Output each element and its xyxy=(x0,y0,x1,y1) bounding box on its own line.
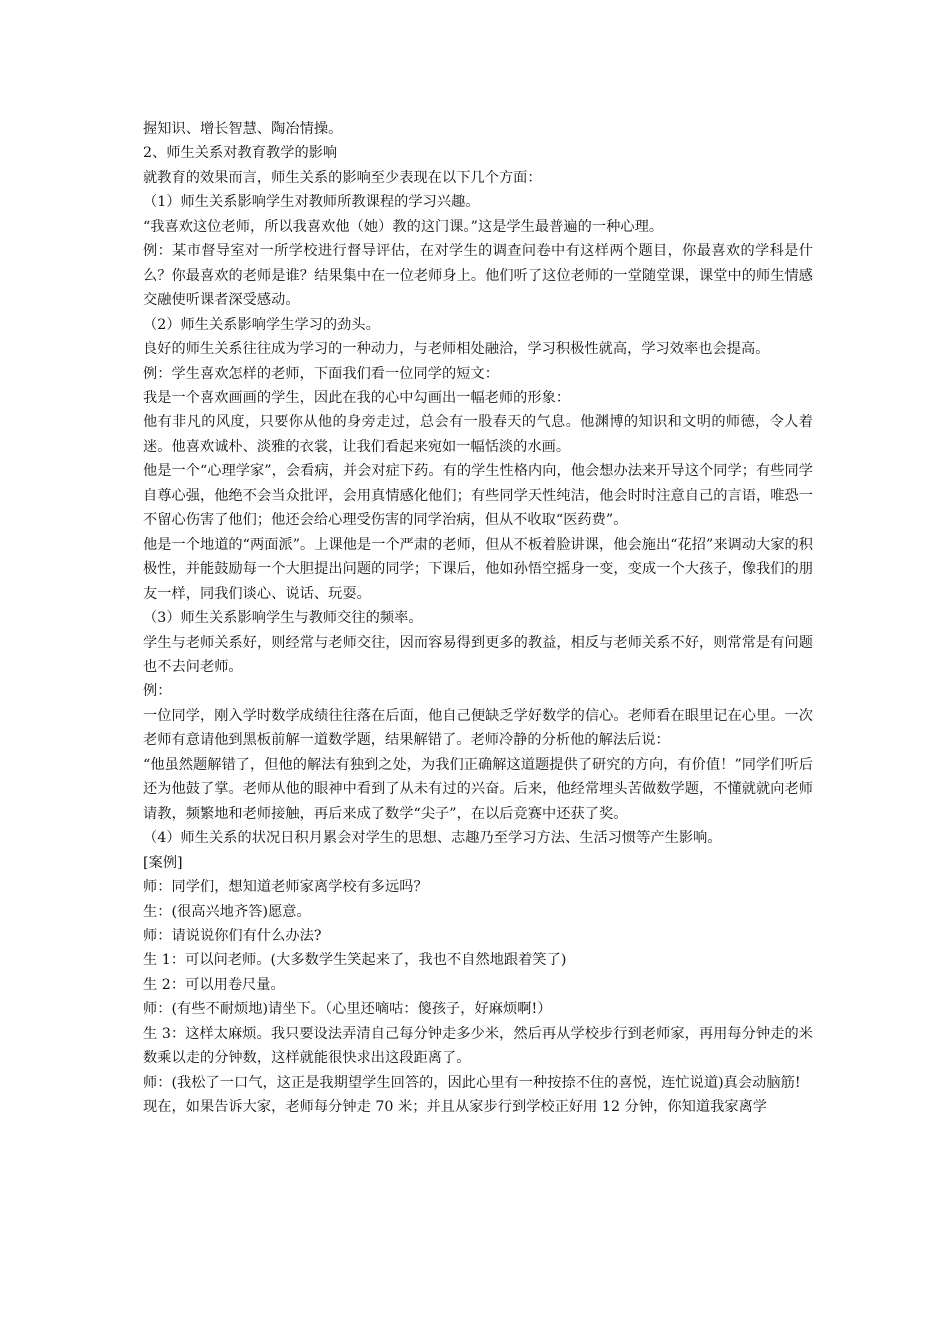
dialogue-line-2: 生：(很高兴地齐答)愿意。 xyxy=(143,903,311,920)
paragraph-18: “他虽然题解错了，但他的解法有独到之处，为我们正确解这道题提供了研究的方向，有价值！”同学们听后还为他鼓了掌。老师从他的眼神中看到了从未有过的兴奋。后来，他经常埋头苦做数学题，不懂就就向老师请教，频繁地和老师接触，再后来成了数学“尖子”，在以后竞赛中还获了奖。 xyxy=(143,756,813,822)
paragraph-17: 一位同学，刚入学时数学成绩往往落在后面，他自己便缺乏学好数学的信心。老师看在眼里记在心里。一次老师有意请他到黑板前解一道数学题，结果解错了。老师冷静的分析他的解法后说： xyxy=(143,707,813,749)
dialogue-line-7: 生 3：这样太麻烦。我只要设法弄清自己每分钟走多少米，然后再从学校步行到老师家，再用每分钟走的米数乘以走的分钟数，这样就能很快求出这段距离了。 xyxy=(143,1025,813,1067)
paragraph-11: 他有非凡的风度，只要你从他的身旁走过，总会有一股春天的气息。他渊博的知识和文明的师德，令人着迷。他喜欢诚朴、淡雅的衣裳，让我们看起来宛如一幅恬淡的水画。 xyxy=(143,414,813,455)
case-label: [案例] xyxy=(143,854,183,871)
dialogue-line-8: 师：(我松了一口气，这正是我期望学生回答的，因此心里有一种按捺不住的喜悦，连忙说道)真会动脑筋! xyxy=(143,1074,801,1091)
paragraph-10: 我是一个喜欢画画的学生，因此在我的心中勾画出一幅老师的形象： xyxy=(143,389,571,406)
dialogue-line-3: 师：请说说你们有什么办法? xyxy=(143,927,322,944)
subheading-2: （2）师生关系影响学生学习的劲头。 xyxy=(143,316,380,333)
subheading-4: （4）师生关系的状况日积月累会对学生的思想、志趣乃至学习方法、生活习惯等产生影响。 xyxy=(143,830,722,847)
paragraph-13: 他是一个地道的“两面派”。上课他是一个严肃的老师，但从不板着脸讲课，他会施出“花招”来调动大家的积极性，并能鼓励每一个大胆提出问题的同学；下课后，他如孙悟空摇身一变，变成一个大孩子，像我们的朋友一样，同我们谈心、说话、玩耍。 xyxy=(143,536,813,602)
dialogue-line-5: 生 2：可以用卷尺量。 xyxy=(143,976,285,993)
paragraph-15: 学生与老师关系好，则经常与老师交往，因而容易得到更多的教益，相反与老师关系不好，则常常是有问题也不去问老师。 xyxy=(143,634,813,675)
paragraph-1: 握知识、增长智慧、陶冶情操。 xyxy=(143,121,343,137)
dialogue-line-4: 生 1：可以问老师。(大多数学生笑起来了，我也不自然地跟着笑了) xyxy=(143,952,567,969)
paragraph-9: 例：学生喜欢怎样的老师，下面我们看一位同学的短文： xyxy=(143,365,499,382)
paragraph-8: 良好的师生关系往往成为学习的一种动力，与老师相处融洽，学习积极性就高，学习效率也会提高。 xyxy=(143,341,770,358)
paragraph-12: 他是一个“心理学家”，会看病，并会对症下药。有的学生性格内向，他会想办法来开导这个同学；有些同学自尊心强，他绝不会当众批评，会用真情感化他们；有些同学天性纯洁，他会时时注意自己的言语，唯恐一不留心伤害了他们；他还会给心理受伤害的同学治病，但从不收取“医药费”。 xyxy=(143,463,813,529)
paragraph-6: 例：某市督导室对一所学校进行督导评估，在对学生的调查问卷中有这样两个题目，你最喜欢的学科是什么？你最喜欢的老师是谁？结果集中在一位老师身上。他们听了这位老师的一堂随堂课，课堂中的师生情感交融使听课者深受感动。 xyxy=(143,243,813,309)
dialogue-line-6: 师：(有些不耐烦地)请坐下。（心里还嘀咕：傻孩子，好麻烦啊!） xyxy=(143,1001,552,1018)
subheading-1: （1）师生关系影响学生对教师所教课程的学习兴趣。 xyxy=(143,194,480,211)
paragraph-5: “我喜欢这位老师，所以我喜欢他（她）教的这门课。”这是学生最普遍的一种心理。 xyxy=(143,218,664,235)
section-heading-2: 2、师生关系对教育教学的影响 xyxy=(143,145,338,162)
dialogue-line-1: 师：同学们，想知道老师家离学校有多远吗？ xyxy=(143,879,428,896)
paragraph-last: 现在，如果告诉大家，老师每分钟走 70 米；并且从家步行到学校正好用 12 分钟，你知道我家离学 xyxy=(143,1099,768,1116)
document-body xyxy=(143,117,813,1120)
subheading-3: （3）师生关系影响学生与教师交往的频率。 xyxy=(143,610,423,627)
paragraph-16: 例： xyxy=(143,683,172,700)
paragraph-3: 就教育的效果而言，师生关系的影响至少表现在以下几个方面： xyxy=(143,169,542,186)
